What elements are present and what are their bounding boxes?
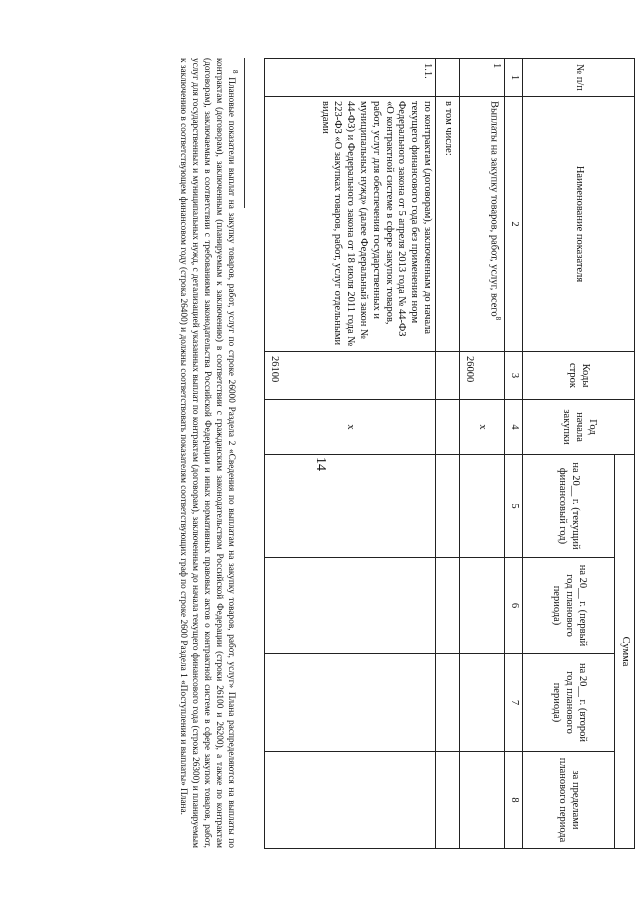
table-row — [436, 59, 460, 849]
row-num: 1 — [460, 59, 505, 97]
row-sum-current — [265, 455, 436, 558]
row-sum-beyond — [265, 752, 436, 849]
row-code: 26000 — [460, 352, 505, 400]
row-code: 26100 — [265, 352, 436, 400]
row-sum-current — [436, 455, 460, 558]
header-num: № п/п — [523, 59, 635, 97]
row-year: x — [265, 400, 436, 455]
row-year — [436, 400, 460, 455]
row-name: по контрактам (договорам), заключенным до начала текущего финансового года без применения норм Федерального закона от 5 апреля 2013 года № 44-ФЗ «О контрактной системе в сфере закупок товаров, работ, услуг для обеспечения государственных и муниципальных нужд» (далее Федеральный закон № 44-ФЗ) и Федерального закона от 18 июля 2011 года № 223-ФЗ «О закупках товаров, работ, услуг отдельными видами — [265, 97, 436, 352]
header-row-1 — [615, 59, 635, 849]
col-number: 1 — [505, 59, 523, 97]
row-sum-second — [265, 654, 436, 752]
footnote-ref: 8 — [494, 316, 502, 321]
col-number: 5 — [505, 455, 523, 558]
footnote — [176, 58, 239, 848]
row-num — [436, 59, 460, 97]
row-year: x — [460, 400, 505, 455]
table-row — [460, 59, 505, 849]
row-sum-first — [436, 558, 460, 654]
row-code — [436, 352, 460, 400]
row-num: 1.1. — [265, 59, 436, 97]
col-number: 8 — [505, 752, 523, 849]
row-sum-beyond — [460, 752, 505, 849]
header-sum-first: на 20__ г. (первый год планового периода) — [523, 558, 615, 654]
row-name: в том числе: — [436, 97, 460, 352]
column-numbers-row — [505, 59, 523, 849]
row-sum-beyond — [436, 752, 460, 849]
row-sum-current — [460, 455, 505, 558]
header-sum-current: на 20__ г. (текущий финансовый год) — [523, 455, 615, 558]
footnote-paragraph — [176, 58, 239, 848]
row-name — [460, 97, 505, 352]
col-number: 7 — [505, 654, 523, 752]
header-code: Коды строк — [523, 352, 635, 400]
header-name: Наименование показателя — [523, 97, 635, 352]
row-sum-second — [436, 654, 460, 752]
header-sum-second: на 20__ г. (второй год планового периода) — [523, 654, 615, 752]
row-sum-second — [460, 654, 505, 752]
rotated-page-content — [110, 58, 635, 848]
col-number: 2 — [505, 97, 523, 352]
col-number: 3 — [505, 352, 523, 400]
row-sum-first — [265, 558, 436, 654]
table-row — [265, 59, 436, 849]
col-number: 6 — [505, 558, 523, 654]
header-year: Год начала закупки — [523, 400, 635, 455]
row-name-text: Выплаты на закупку товаров, работ, услуг, всего — [488, 101, 500, 317]
col-number: 4 — [505, 400, 523, 455]
footnote-divider — [244, 58, 245, 208]
page-number: 14 — [313, 457, 328, 471]
footnote-marker: 8 — [231, 70, 239, 74]
payments-table — [264, 58, 635, 849]
row-sum-first — [460, 558, 505, 654]
header-sum-beyond: за пределами планового периода — [523, 752, 615, 849]
header-sum: Сумма — [615, 455, 635, 849]
footnote-text: Плановые показатели выплат на закупку товаров, работ, услуг по строке 26000 Раздела 2 «Сведения по выплатам на закупку товаров, работ, услуг» Плана распределяются на выплаты по контрактам (договорам), заключенным (планируемым к заключению) в соответствии с гражданским законодательством Российской Федерации (строки 26100 и 26200), а также по контрактам (договорам), заключаемым в соответствии с требованиями законодательства Российской Федерации и иных нормативных правовых актов о контрактной системе в сфере закупок товаров, работ, услуг для государственных и муниципальных нужд, с детализацией указанных выплат по контрактам (договорам), заключенным до начала текущего финансового года (строка 26300) и планируемым к заключению в соответствующем финансовом году (строка 26400) и должны соответствовать показателям соответствующих граф по строке 2600 Раздела 1 «Поступления и выплаты» Плана. — [178, 58, 236, 848]
